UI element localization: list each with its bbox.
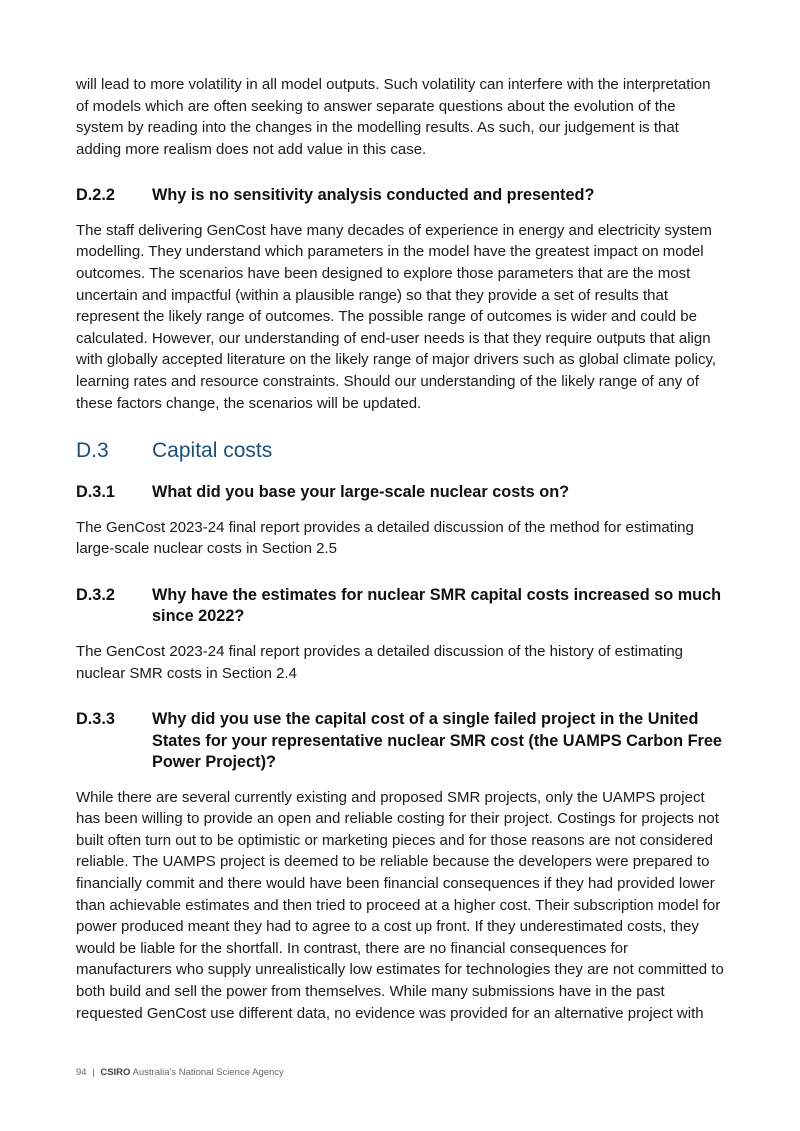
page-footer [76,1067,284,1078]
d32-paragraph: The GenCost 2023-24 final report provides a detailed discussion of the history of estimating nuclear SMR costs in Section 2.4 [76,642,684,682]
heading-number: D.3 [76,439,109,463]
heading-d32 [76,585,726,628]
heading-d22 [76,185,726,207]
document-page [76,74,726,1024]
d31-paragraph: The GenCost 2023-24 final report provides a detailed discussion of the method for estimating large-scale nuclear costs in Section 2.5 [76,518,694,558]
footer-brand: CSIRO [100,1067,131,1078]
heading-title: What did you base your large-scale nuclear costs on? [152,483,570,502]
heading-number: D.2.2 [76,186,115,205]
heading-number: D.3.3 [76,710,115,729]
d22-paragraph: The staff delivering GenCost have many decades of experience in energy and electricity system modelling. They understand which parameters in the model have the greatest impact on model outcomes. The scenarios have been designed to explore those parameters that are the most uncertain and impactful (within a plausible range) so that they provide a set of results that represent the likely range of outcomes. The possible range of outcomes is wider and could be calculated. However, our understanding of end-user needs is that they require outputs that align with globally accepted literature on the likely range of major drivers such as global climate policy, learning rates and resource constraints. Should our understanding of the likely range of any of these factors change, the scenarios will be updated. [76,221,717,412]
heading-number: D.3.2 [76,585,115,604]
heading-d3 [76,438,726,464]
heading-number: D.3.1 [76,483,115,502]
heading-d31 [76,482,726,504]
page-number: 94 [76,1067,87,1078]
footer-separator: | [92,1067,95,1078]
heading-title: Why have the estimates for nuclear SMR capital costs increased so much since 2022? [152,585,722,626]
heading-title: Why is no sensitivity analysis conducted and presented? [152,186,595,205]
heading-title: Capital costs [152,439,273,463]
footer-agency: Australia's National Science Agency [132,1067,284,1078]
heading-title: Why did you use the capital cost of a single failed project in the United States for your representative nuclear SMR cost (the UAMPS Carbon Free Power Project)? [152,710,722,772]
d33-paragraph: While there are several currently existing and proposed SMR projects, only the UAMPS project has been willing to provide an open and reliable costing for their project. Costings for projects not built often turn out to be optimistic or marketing pieces and for those reasons are not considered reliable. The UAMPS project is deemed to be reliable because the developers were prepared to financially commit and there would have been financial consequences if they had provided lower than achievable estimates and then tried to proceed at a higher cost. Their subscription model for power produced meant they had to agree to a cost up front. If they underestimated costs, they would be liable for the shortfall. In contrast, there are no financial consequences for manufacturers who supply unrealistically low estimates for technologies they are not committed to both build and sell the power from themselves. While many submissions have in the past requested GenCost use different data, no evidence was provided for an alternative project with [76,788,724,1022]
intro-paragraph: will lead to more volatility in all model outputs. Such volatility can interfere with the interpretation of models which are often seeking to answer separate questions about the evolution of the system by reading into the changes in the modelling results. As such, our judgement is that adding more realism does not add value in this case. [76,76,711,158]
heading-d33 [76,709,726,774]
